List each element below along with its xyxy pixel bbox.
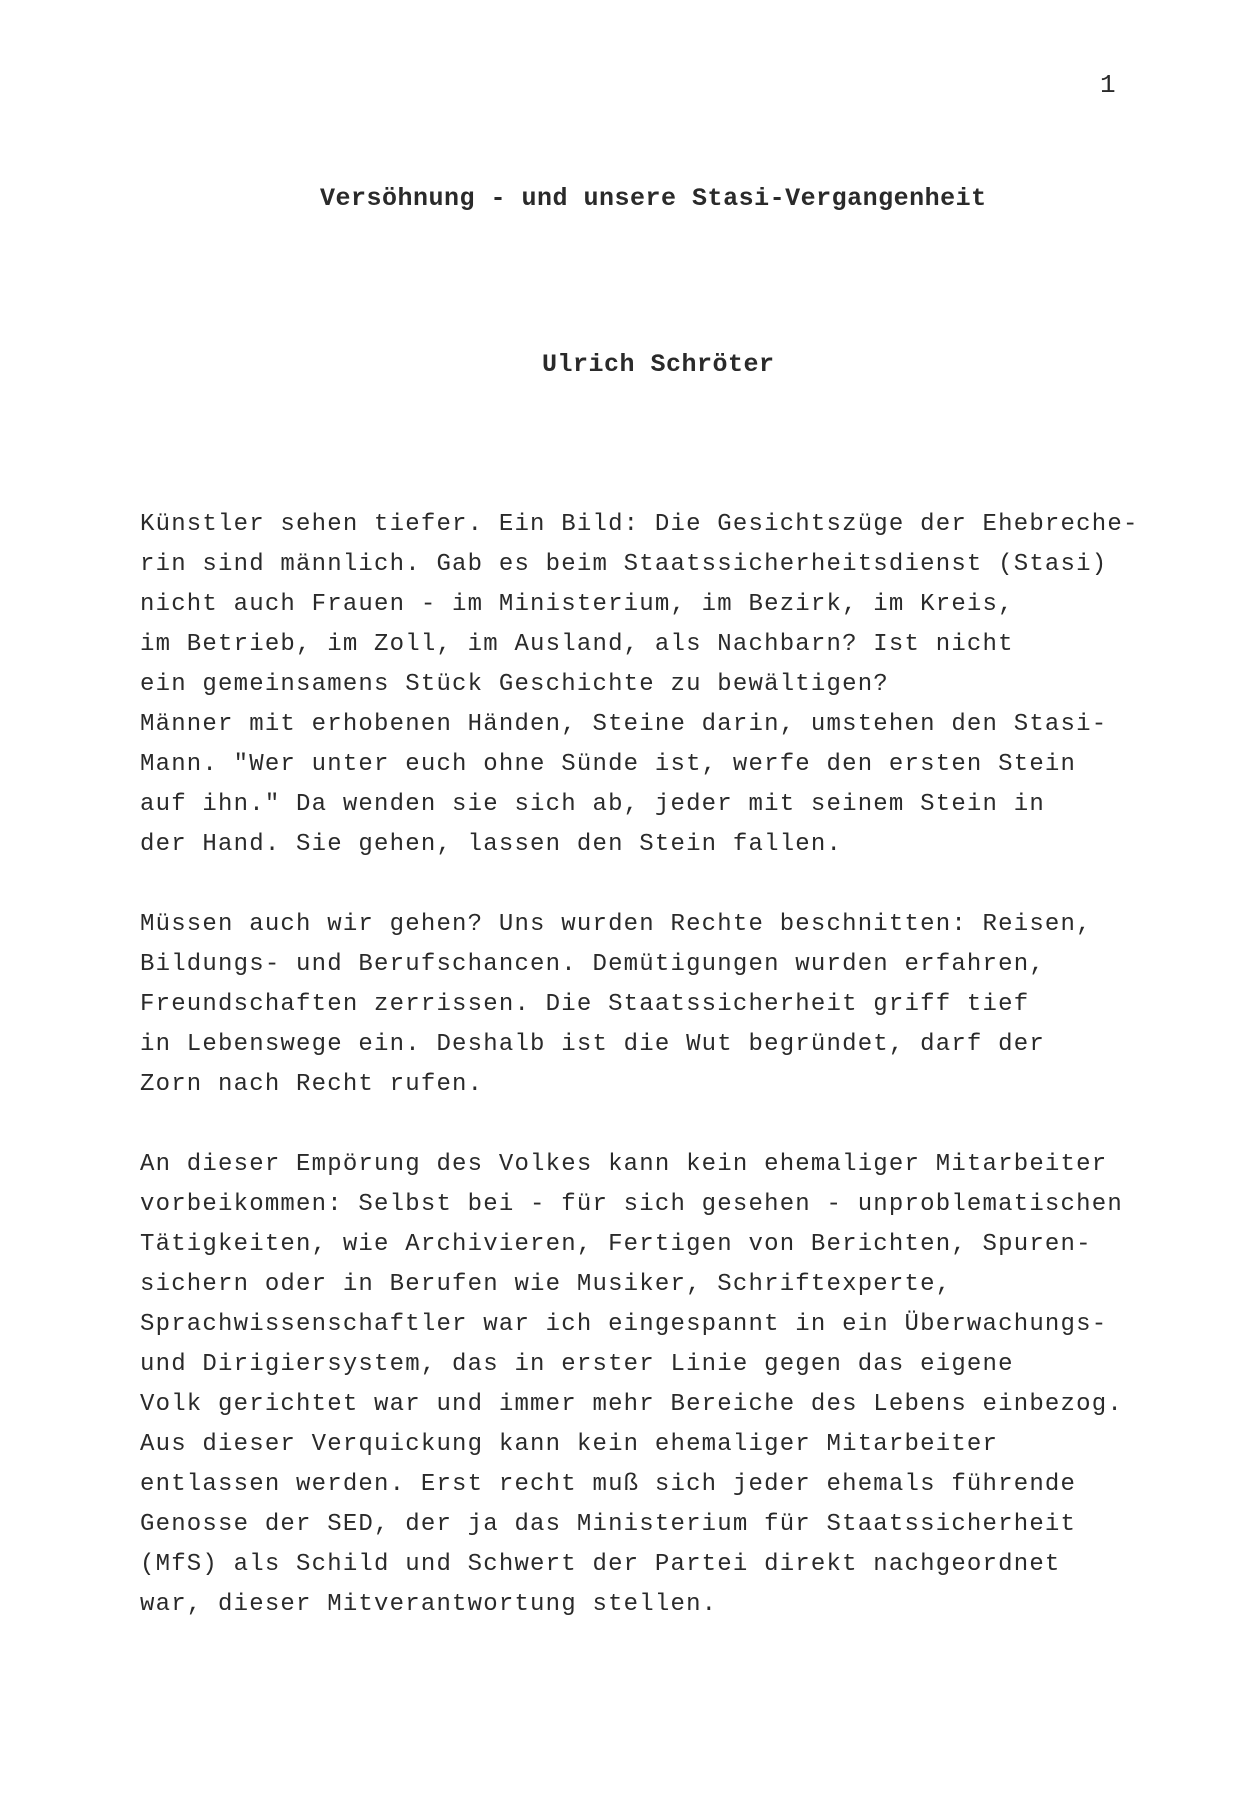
- text-line: Tätigkeiten, wie Archivieren, Fertigen von Berichten, Spuren-: [140, 1231, 1092, 1258]
- text-line: und Dirigiersystem, das in erster Linie gegen das eigene: [140, 1351, 1014, 1378]
- text-line: Künstler sehen tiefer. Ein Bild: Die Gesichtszüge der Ehebreche-: [140, 511, 1139, 538]
- paragraph-1: [140, 505, 1180, 865]
- page-number: 1: [1100, 70, 1116, 100]
- paragraph-2: [140, 905, 1180, 1105]
- text-line: Volk gerichtet war und immer mehr Bereiche des Lebens einbezog.: [140, 1391, 1123, 1418]
- text-line: rin sind männlich. Gab es beim Staatssicherheitsdienst (Stasi): [140, 551, 1108, 578]
- text-line: Männer mit erhobenen Händen, Steine darin, umstehen den Stasi-: [140, 711, 1108, 738]
- text-line: im Betrieb, im Zoll, im Ausland, als Nachbarn? Ist nicht: [140, 631, 1014, 658]
- text-line: der Hand. Sie gehen, lassen den Stein fallen.: [140, 831, 843, 858]
- text-line: entlassen werden. Erst recht muß sich jeder ehemals führende: [140, 1471, 1077, 1498]
- text-line: Zorn nach Recht rufen.: [140, 1071, 484, 1098]
- document-title: Versöhnung - und unsere Stasi-Vergangenheit: [320, 184, 987, 213]
- text-line: Mann. "Wer unter euch ohne Sünde ist, werfe den ersten Stein: [140, 751, 1077, 778]
- text-line: sichern oder in Berufen wie Musiker, Schriftexperte,: [140, 1271, 952, 1298]
- text-line: (MfS) als Schild und Schwert der Partei direkt nachgeordnet: [140, 1551, 1061, 1578]
- text-line: ein gemeinsamens Stück Geschichte zu bewältigen?: [140, 671, 889, 698]
- author-name: Ulrich Schröter: [542, 350, 775, 379]
- text-line: auf ihn." Da wenden sie sich ab, jeder mit seinem Stein in: [140, 791, 1045, 818]
- text-line: Aus dieser Verquickung kann kein ehemaliger Mitarbeiter: [140, 1431, 999, 1458]
- text-line: Sprachwissenschaftler war ich eingespannt in ein Überwachungs-: [140, 1311, 1108, 1338]
- text-line: in Lebenswege ein. Deshalb ist die Wut begründet, darf der: [140, 1031, 1045, 1058]
- text-line: Genosse der SED, der ja das Ministerium für Staatssicherheit: [140, 1511, 1077, 1538]
- text-line: Freundschaften zerrissen. Die Staatssicherheit griff tief: [140, 991, 1030, 1018]
- text-line: An dieser Empörung des Volkes kann kein ehemaliger Mitarbeiter: [140, 1151, 1108, 1178]
- paragraph-3: [140, 1145, 1180, 1625]
- text-line: Bildungs- und Berufschancen. Demütigungen wurden erfahren,: [140, 951, 1045, 978]
- text-line: vorbeikommen: Selbst bei - für sich gesehen - unproblematischen: [140, 1191, 1123, 1218]
- text-line: Müssen auch wir gehen? Uns wurden Rechte beschnitten: Reisen,: [140, 911, 1092, 938]
- text-line: war, dieser Mitverantwortung stellen.: [140, 1591, 718, 1618]
- text-line: nicht auch Frauen - im Ministerium, im Bezirk, im Kreis,: [140, 591, 1014, 618]
